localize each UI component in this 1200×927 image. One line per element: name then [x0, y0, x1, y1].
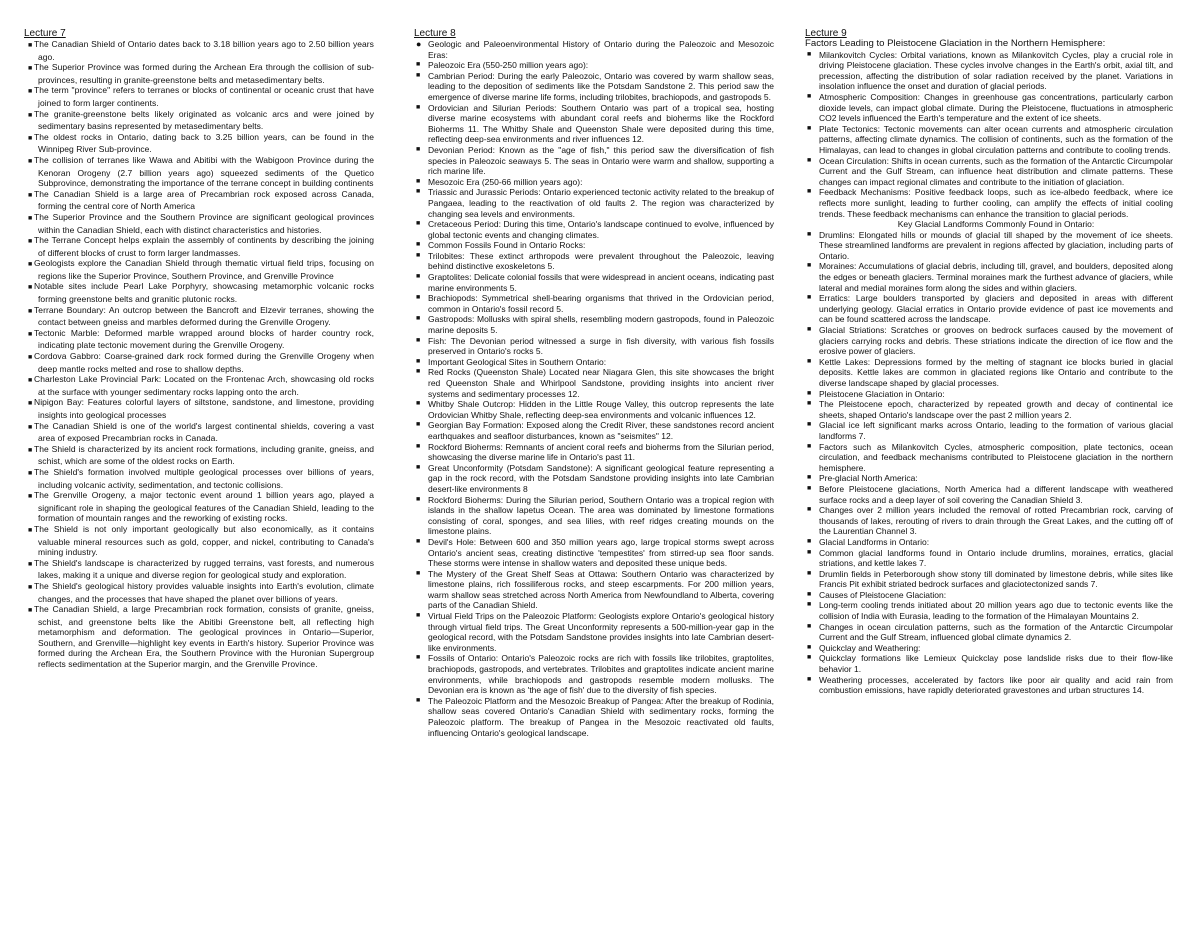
bullet-square-icon: ■	[416, 177, 421, 185]
list-item	[24, 85, 374, 108]
bullet-square-icon: ■	[28, 134, 33, 142]
list-item	[805, 442, 1173, 474]
bullet-square-icon: ■	[28, 214, 33, 222]
list-item	[414, 336, 774, 357]
list-item-text: Pleistocene Glaciation in Ontario:	[819, 388, 945, 399]
list-item	[414, 537, 774, 569]
list-item-text: Tectonic Marble: Deformed marble wrapped around blocks of harder country rock, indicating plate tectonic movement during the Grenville Orogeny.	[34, 327, 374, 351]
list-item	[414, 463, 774, 495]
lecture-8-list	[414, 39, 774, 738]
list-item	[414, 71, 774, 103]
bullet-square-icon: ■	[416, 315, 421, 323]
bullet-square-icon: ■	[807, 506, 812, 514]
list-item	[24, 39, 374, 62]
list-item-text: Fish: The Devonian period witnessed a surge in fish diversity, with various fish fossils preserved in Ontario's rocks 5.	[428, 335, 774, 357]
list-item-text: Before Pleistocene glaciations, North America had a different landscape with weathered surface rocks and a deep layer of soil covering the Canadian Shield 3.	[819, 483, 1173, 505]
bullet-square-icon: ■	[807, 262, 812, 270]
list-item-text: The collision of terranes like Wawa and Abitibi with the Wabigoon Province during the Kenoran Orogeny (2.7 billion years ago) squeezed sediments of the Quetico Subprovince, demonstrating the importance of the terrane concept in building continents	[34, 154, 374, 189]
list-item	[805, 420, 1173, 441]
list-item	[24, 604, 374, 670]
bullet-square-icon: ■	[28, 42, 33, 49]
bullet-square-icon: ■	[416, 103, 421, 111]
bullet-square-icon: ■	[416, 495, 421, 503]
list-item-text: Pre-glacial North America:	[819, 473, 918, 484]
list-item-text: The Shield is characterized by its ancient rock formations, including granite, gneiss, and schist, which are some of the oldest rocks on Earth.	[34, 443, 374, 467]
list-item	[24, 558, 374, 581]
list-item	[414, 696, 774, 738]
bullet-square-icon: ■	[807, 622, 812, 630]
bullet-square-icon: ■	[416, 537, 421, 545]
list-item	[805, 50, 1173, 92]
list-item	[414, 251, 774, 272]
list-item-text: The Mystery of the Great Shelf Seas at Ottawa: Southern Ontario was characterized by limestone plains, rich fossiliferous rocks, and steep escarpments. For 200 million years, warm shallow seas stretched across North America from Newfoundland to Alberta, covering parts of the Canadian Shield.	[428, 568, 774, 611]
list-item-text: Terrane Boundary: An outcrop between the Bancroft and Elzevir terranes, showing the contact between gneiss and marbles deformed during the Grenville Orogeny.	[34, 304, 374, 328]
bullet-square-icon: ■	[28, 493, 33, 501]
bullet-square-icon: ■	[416, 654, 421, 662]
list-item-text: Plate Tectonics: Tectonic movements can alter ocean currents and atmospheric circulation patterns, affecting climate dynamics. The collision of continents, such as the formation of the Himalayas, can lead to changes in global circulation patterns and contribute to cooling trends.	[819, 123, 1173, 155]
bullet-square-icon: ■	[28, 583, 33, 591]
list-item-text: Common Fossils Found in Ontario Rocks:	[428, 240, 586, 251]
bullet-square-icon: ■	[807, 124, 812, 132]
list-item-text: The Superior Province and the Southern Province are significant geological provinces within the Canadian Shield, each with distinct characteristics and histories.	[34, 211, 374, 235]
bullet-square-icon: ■	[28, 526, 33, 534]
bullet-square-icon: ■	[416, 612, 421, 620]
bullet-square-icon: ■	[807, 294, 812, 302]
list-item-text: Notable sites include Pearl Lake Porphyry, showcasing metamorphic volcanic rocks forming greenstone belts and granitic plutonic rocks.	[34, 281, 374, 305]
list-item-text: The oldest rocks in Ontario, dating back to 3.25 billion years, can be found in the Winnipeg River Sub-province.	[34, 131, 374, 155]
list-item-text: Causes of Pleistocene Glaciation:	[819, 589, 947, 600]
list-item-text: Moraines: Accumulations of glacial debris, including till, gravel, and boulders, deposited along the edges or beneath glaciers. Terminal moraines mark the furthest advance of glaciers, while lateral and medial moraines form along the sides and within glaciers.	[819, 261, 1173, 293]
list-item-text: Geologists explore the Canadian Shield through thematic virtual field trips, focusing on regions like the Superior Province, Southern Province, and Grenville Province	[34, 258, 374, 281]
list-item	[414, 219, 774, 240]
list-item-text: The Canadian Shield of Ontario dates back to 3.18 billion years ago to 2.50 billion years ago.	[34, 39, 374, 62]
list-item	[24, 281, 374, 304]
list-item-text: Quickclay formations like Lemieux Quickclay pose landslide risks due to their flow-like behavior 1.	[819, 653, 1173, 675]
bullet-square-icon: ■	[28, 446, 33, 454]
list-item	[805, 537, 1173, 548]
list-item	[414, 420, 774, 441]
bullet-square-icon: ■	[416, 569, 421, 577]
list-item-text: Cretaceous Period: During this time, Ontario's landscape continued to evolve, influenced by global tectonic events and changing climates.	[428, 219, 774, 240]
list-item	[24, 351, 374, 374]
bullet-square-icon: ■	[28, 307, 33, 315]
list-item	[414, 272, 774, 293]
lecture-7-list	[24, 39, 374, 670]
list-item-text: The Shield's landscape is characterized by rugged terrains, vast forests, and numerous lakes, making it a unique and diverse region for geological study and exploration.	[34, 557, 374, 581]
list-item-text: Important Geological Sites in Southern Ontario:	[428, 356, 607, 367]
list-item-text: The term "province" refers to terranes or blocks of continental or oceanic crust that have joined to form larger continents.	[34, 85, 374, 108]
list-item-text: Quickclay and Weathering:	[819, 642, 921, 653]
list-item	[805, 124, 1173, 156]
bullet-square-icon: ■	[28, 377, 33, 385]
list-item-text: The Paleozoic Platform and the Mesozoic Breakup of Pangea: After the breakup of Rodinia, shallow seas covered Ontario's Canadian Shield with sedimentary rocks, forming the Paleozoic platform. The breakup of Pangea in the Mesozoic reactivated old faults, influencing Ontario's geological landscape.	[428, 695, 774, 738]
list-item	[414, 187, 774, 219]
bullet-square-icon: ■	[807, 590, 812, 598]
list-item	[24, 235, 374, 258]
list-item-text: Drumlin fields in Peterborough show stony till dominated by limestone debris, while sites like Francis Pit exhibit striated bedrock surfaces and glaciotectonized sands 7.	[819, 568, 1173, 590]
list-item	[24, 62, 374, 85]
bullet-square-icon: ■	[28, 157, 33, 165]
list-item	[805, 261, 1173, 293]
bullet-square-icon: ■	[416, 251, 421, 259]
bullet-square-icon: ■	[416, 294, 421, 302]
bullet-square-icon: ■	[28, 607, 33, 615]
bullet-square-icon: ■	[807, 188, 812, 196]
list-item	[414, 495, 774, 537]
list-item-text: The Canadian Shield, a large Precambrian rock formation, consists of granite, gneiss, schist, and greenstone belts like the Abitibi Greenstone belt, all reflecting high metamorphism and deformation. The geological provinces in Ontario—Superior, Southern, and Grenville—highlight key events in Earth's history. Superior Province was formed during the Archean Era, the Southern Province with the Huronian Supergroup reflects sedimentation at the Superior margin, and the Grenville Province.	[34, 604, 374, 670]
list-item	[414, 39, 774, 60]
list-item	[24, 212, 374, 235]
list-item	[805, 643, 1173, 654]
bullet-square-icon: ■	[416, 273, 421, 281]
list-item	[414, 177, 774, 188]
bullet-square-icon: ■	[28, 65, 33, 73]
list-item	[805, 590, 1173, 601]
list-item-text: Nipigon Bay: Features colorful layers of siltstone, sandstone, and limestone, providing insights into geological processes	[34, 397, 374, 420]
list-item-text: Ordovician and Silurian Periods: Southern Ontario was part of a tropical sea, hosting diverse marine ecosystems with abundant coral reefs and bioherms like the Rockford Bioherms 11. The Whitby Shale and Queenston Shale were deposited during this time, reflecting deep-sea environments and river influences 12.	[428, 102, 774, 145]
list-item	[805, 92, 1173, 124]
bullet-square-icon: ■	[807, 442, 812, 450]
list-item-text: Rockford Bioherms: During the Silurian period, Southern Ontario was a tropical region with islands in the shallow Iapetus Ocean. The area was dominated by limestone formations consisting of coral, sponges, and sea lilies, with reef ridges creating mounds on the limestone plains.	[428, 494, 774, 537]
bullet-square-icon: ■	[807, 357, 812, 365]
list-item	[414, 442, 774, 463]
list-item	[805, 156, 1173, 188]
list-item	[414, 357, 774, 368]
bullet-square-icon: ■	[807, 675, 812, 683]
list-item	[24, 490, 374, 524]
bullet-circle-icon: ●	[416, 39, 422, 49]
list-item-text: The Shield's geological history provides valuable insights into Earth's evolution, climate changes, and the processes that have shaped the planet over billions of years.	[34, 580, 374, 604]
list-item	[805, 325, 1173, 357]
list-item-text: Long-term cooling trends initiated about 20 million years ago due to tectonic events like the collision of India with Eurasia, leading to the formation of the Himalayan Mountains 2.	[819, 600, 1173, 622]
list-item	[414, 367, 774, 399]
list-item-text: Charleston Lake Provincial Park: Located on the Frontenac Arch, showcasing old rocks at the surface with younger sedimentary rocks lapping onto the arch.	[34, 374, 374, 397]
list-item	[805, 675, 1173, 696]
bullet-square-icon: ■	[28, 400, 33, 408]
bullet-square-icon: ■	[807, 537, 812, 545]
bullet-square-icon: ■	[28, 354, 33, 362]
bullet-square-icon: ■	[416, 71, 421, 79]
list-item-text: The Pleistocene epoch, characterized by repeated growth and decay of continental ice sheets, shaped Ontario's landscape over the past 2 million years 2.	[819, 399, 1173, 420]
list-item-text: Milankovitch Cycles: Orbital variations, known as Milankovitch Cycles, play a crucial role in driving Pleistocene glaciation. These cycles involve changes in the Earth's orbit, axial tilt, and precession, affecting the distribution of solar radiation received by the planet. Variations in insolation influence the onset and duration of glacial periods.	[819, 49, 1173, 92]
list-item-text: Fossils of Ontario: Ontario's Paleozoic rocks are rich with fossils like trilobites, graptolites, brachiopods, gastropods, and vertebrates. Trilobites and graptolites indicate ancient marine environments, while brachiopods and gastropods resemble modern mollusks. The Devonian era is known as 'the age of fish' due to the diversity of fish species.	[428, 653, 774, 696]
list-item-text: Ocean Circulation: Shifts in ocean currents, such as the formation of the Antarctic Circumpolar Current and the Gulf Stream, can influence heat distribution and climate patterns. These changes can impact regional climates and contribute to the initiation of glaciation.	[819, 155, 1173, 187]
bullet-square-icon: ■	[28, 191, 33, 199]
list-item	[805, 230, 1173, 262]
list-item-text: Devonian Period: Known as the "age of fish," this period saw the diversification of fish species in Paleozoic seaways 5. The seas in Ontario were warm and shallow, supporting a rich marine life.	[428, 144, 774, 177]
bullet-square-icon: ■	[807, 484, 812, 492]
list-item	[24, 305, 374, 328]
list-item-text: Factors such as Milankovitch Cycles, atmospheric composition, plate tectonics, ocean circulation, and feedback mechanisms contributed to Pleistocene glaciation in the northern hemisphere.	[819, 441, 1173, 473]
list-item-text: The Canadian Shield is one of the world's largest continental shields, covering a vast area of exposed Precambrian rocks in Canada.	[34, 420, 374, 444]
bullet-square-icon: ■	[28, 330, 33, 338]
list-item	[805, 293, 1173, 325]
list-item	[24, 397, 374, 420]
bullet-square-icon: ■	[807, 326, 812, 334]
bullet-square-icon: ■	[28, 261, 33, 269]
bullet-square-icon: ■	[416, 188, 421, 196]
bullet-square-icon: ■	[416, 336, 421, 344]
bullet-square-icon: ■	[807, 654, 812, 662]
bullet-square-icon: ■	[807, 50, 812, 58]
list-item	[805, 622, 1173, 643]
list-item-text: The Superior Province was formed during the Archean Era through the collision of sub-provinces, resulting in granite-greenstone belts and metasedimentary belts.	[34, 62, 374, 85]
list-item	[414, 569, 774, 611]
list-item-text: Gastropods: Mollusks with spiral shells, resembling modern gastropods, found in Paleozoic marine deposits 5.	[428, 314, 774, 336]
list-item-text: Feedback Mechanisms: Positive feedback loops, such as ice-albedo feedback, where ice reflects more sunlight, leading to further cooling, can amplify the effects of initial cooling trends. These feedback mechanisms can enhance the transition to glacial periods.	[819, 187, 1173, 219]
list-item-text: Brachiopods: Symmetrical shell-bearing organisms that thrived in the Ordovician period, common in Ontario's fossil record 5.	[428, 293, 774, 314]
list-item-text: Geologic and Paleoenvironmental History of Ontario during the Paleozoic and Mesozoic Eras:	[428, 39, 774, 60]
list-item	[24, 374, 374, 397]
bullet-square-icon: ■	[416, 696, 421, 704]
list-item	[24, 467, 374, 490]
list-item	[414, 60, 774, 71]
list-item	[805, 219, 1173, 230]
bullet-square-icon: ■	[807, 389, 812, 397]
list-item-text: Weathering processes, accelerated by factors like poor air quality and acid rain from combustion emissions, have rapidly deteriorated gravestones and urban structures 14.	[819, 674, 1173, 696]
bullet-square-icon: ■	[807, 643, 812, 651]
list-item	[414, 611, 774, 653]
bullet-square-icon: ■	[28, 560, 33, 568]
bullet-square-icon: ■	[807, 421, 812, 429]
list-item-text: Glacial Landforms in Ontario:	[819, 536, 930, 547]
bullet-square-icon: ■	[807, 92, 812, 100]
bullet-square-icon: ■	[28, 423, 33, 431]
lecture-8-column	[414, 28, 774, 738]
lecture-7-title: Lecture 7	[24, 28, 66, 39]
list-item	[414, 653, 774, 695]
list-item	[805, 569, 1173, 590]
list-item	[24, 524, 374, 558]
list-item	[414, 103, 774, 145]
bullet-square-icon: ■	[807, 548, 812, 556]
list-item-text: Graptolites: Delicate colonial fossils that were widespread in ancient oceans, indicating past marine environments 5.	[428, 272, 774, 293]
list-item-text: Common glacial landforms found in Ontario include drumlins, moraines, erratics, glacial striations, and kettle lakes 7.	[819, 547, 1173, 569]
lecture-7-column	[24, 28, 374, 670]
list-item-text: Cambrian Period: During the early Paleozoic, Ontario was covered by warm shallow seas, leading to the deposition of sediments like the Potsdam Sandstone 2. This period saw the emergence of diverse marine life forms, including trilobites, brachiopods, and gastropods 5.	[428, 70, 774, 102]
list-item-text: Cordova Gabbro: Coarse-grained dark rock formed during the Grenville Orogeny when deep mantle rocks melted and rose to shallow depths.	[34, 351, 374, 374]
list-item-text: Red Rocks (Queenston Shale) Located near Niagara Glen, this site showcases the bright red Queenston Shale and Whirlpool Sandstone, providing insights into ancient river systems and sedimentary processes 12.	[428, 367, 774, 399]
bullet-square-icon: ■	[416, 421, 421, 429]
bullet-square-icon: ■	[28, 111, 33, 119]
lecture-8-title: Lecture 8	[414, 28, 456, 39]
bullet-square-icon: ■	[28, 88, 33, 96]
list-item-text: Glacial Striations: Scratches or grooves on bedrock surfaces caused by the movement of glaciers carrying rocks and debris. These striations indicate the direction of ice flow and the erosive power of glaciers.	[819, 325, 1173, 357]
list-item-text: The Shield is not only important geologically but also economically, as it contains valuable mineral resources such as gold, copper, and nickel, contributing to Canada's mining industry.	[34, 523, 374, 558]
lecture-9-subtitle: Factors Leading to Pleistocene Glaciation in the Northern Hemisphere:	[805, 38, 1106, 49]
list-item-text: The Grenville Orogeny, a major tectonic event around 1 billion years ago, played a significant role in shaping the geological features of the Canadian Shield, leading to the formation of mountain ranges and the reworking of existing rocks.	[34, 490, 374, 524]
list-item	[805, 187, 1173, 219]
list-item	[805, 653, 1173, 674]
lecture-9-list	[805, 50, 1173, 696]
list-item-text: Erratics: Large boulders transported by glaciers and deposited in areas with different underlying geology. Glacial erratics in Ontario provide evidence of past ice movements and can be found scattered across the landscape.	[819, 293, 1173, 325]
list-item-text: Changes in ocean circulation patterns, such as the formation of the Antarctic Circumpolar Current and the Gulf Stream, influenced global climate dynamics 2.	[819, 621, 1173, 643]
list-item	[805, 484, 1173, 505]
bullet-square-icon: ■	[416, 145, 421, 153]
bullet-square-icon: ■	[416, 400, 421, 408]
list-item	[805, 357, 1173, 389]
bullet-square-icon: ■	[807, 156, 812, 164]
list-item-text: Triassic and Jurassic Periods: Ontario experienced tectonic activity related to the breakup of Pangaea, leading to the reactivation of old faults 2. The region was characterized by changing sea levels and environments.	[428, 187, 774, 219]
list-item	[414, 240, 774, 251]
list-item-text: The Shield's formation involved multiple geological processes over billions of years, including volcanic activity, sedimentation, and tectonic collisions.	[34, 466, 374, 490]
list-item	[24, 258, 374, 281]
bullet-square-icon: ■	[416, 463, 421, 471]
list-item-text: Rockford Bioherms: Remnants of ancient coral reefs and bioherms from the Silurian period, showcasing the diverse marine life in Ontario's past 11.	[428, 441, 774, 463]
list-item	[24, 189, 374, 212]
list-item-text: Kettle Lakes: Depressions formed by the melting of stagnant ice blocks buried in glacial deposits. Kettle lakes are common in glaciated regions like Ontario and contribute to the diverse landscape shaped by glacial processes.	[819, 356, 1173, 388]
list-item	[24, 421, 374, 444]
list-item-text: Mesozoic Era (250-66 million years ago):	[428, 176, 583, 187]
list-item	[24, 581, 374, 604]
list-item-text: Changes over 2 million years included the removal of rotted Precambrian rock, carving of thousands of lakes, rerouting of rivers to drain through the Great Lakes, and the cutting off of the Laurentian Channel 3.	[819, 505, 1173, 537]
list-item-text: The granite-greenstone belts likely originated as volcanic arcs and were joined by sedimentary basins represented by metasedimentary belts.	[34, 108, 374, 132]
bullet-square-icon: ■	[28, 469, 33, 477]
bullet-square-icon: ■	[416, 357, 421, 365]
list-item	[805, 389, 1173, 400]
list-item-text: Great Unconformity (Potsdam Sandstone): A significant geological feature representing a gap in the rock record, with the Potsdam Sandstone providing insights into late Cambrian desert-like environments 8	[428, 462, 774, 494]
bullet-square-icon: ■	[416, 241, 421, 249]
list-item	[805, 548, 1173, 569]
bullet-square-icon: ■	[416, 368, 421, 376]
list-item-text: Atmospheric Composition: Changes in greenhouse gas concentrations, particularly carbon dioxide levels, can impact global climate. During the Pleistocene, fluctuations in atmospheric CO2 levels influenced the Earth's temperature and the extent of ice sheets.	[819, 91, 1173, 124]
bullet-square-icon: ■	[807, 569, 812, 577]
list-item	[414, 314, 774, 335]
bullet-square-icon: ■	[807, 400, 812, 408]
list-item	[414, 293, 774, 314]
list-item-text: The Canadian Shield is a large area of Precambrian rock exposed across Canada, forming the central core of North America	[34, 188, 374, 212]
list-item	[24, 444, 374, 467]
bullet-square-icon: ■	[416, 61, 421, 69]
list-item-text: Georgian Bay Formation: Exposed along the Credit River, these sandstones record ancient earthquakes and seafloor disturbances, known as "seismites" 12.	[428, 420, 774, 441]
bullet-square-icon: ■	[416, 220, 421, 228]
bullet-square-icon: ■	[416, 442, 421, 450]
lecture-9-column	[805, 28, 1173, 696]
list-item	[805, 505, 1173, 537]
list-item-text: Devil's Hole: Between 600 and 350 million years ago, large tropical storms swept across Ontario's ancient seas, creating distinctive 'tempestites' from stirred-up sea floor sands. These storms were intense in shallow waters and deposited these unique beds.	[428, 536, 774, 569]
list-item-text: Virtual Field Trips on the Paleozoic Platform: Geologists explore Ontario's geological history through virtual field trips. The Great Unconformity represents a 500-million-year gap in the geological record, with the Potsdam Sandstone provides insights into late Cambrian desert-like environments.	[428, 611, 774, 653]
list-item	[414, 399, 774, 420]
list-item-text: Whitby Shale Outcrop: Hidden in the Little Rouge Valley, this outcrop represents the late Ordovician Whitby Shale, reflecting deep-sea environments and volcanic influences 12.	[428, 399, 774, 420]
list-item-text: Drumlins: Elongated hills or mounds of glacial till shaped by the movement of ice sheets. These streamlined landforms are prevalent in regions affected by glaciation, including parts of Ontario.	[819, 229, 1173, 261]
list-item	[24, 109, 374, 132]
list-item-text: Paleozoic Era (550-250 million years ago):	[428, 60, 589, 71]
list-item	[414, 145, 774, 177]
list-item	[24, 155, 374, 189]
list-item	[805, 600, 1173, 621]
list-item	[805, 473, 1173, 484]
list-item	[24, 328, 374, 351]
list-item-text: The Terrane Concept helps explain the assembly of continents by describing the joining of different blocks of crust to form larger landmasses.	[34, 235, 374, 258]
list-item-text: Trilobites: These extinct arthropods were prevalent throughout the Paleozoic, leaving behind distinctive exoskeletons 5.	[428, 250, 774, 272]
bullet-square-icon: ■	[28, 238, 33, 246]
list-item	[805, 399, 1173, 420]
list-item-text: Key Glacial Landforms Commonly Found in Ontario:	[897, 219, 1095, 230]
lecture-9-title: Lecture 9	[805, 28, 847, 39]
list-item-text: Glacial ice left significant marks across Ontario, leading to the formation of various glacial landforms 7.	[819, 420, 1173, 441]
list-item	[24, 132, 374, 155]
bullet-square-icon: ■	[807, 230, 812, 238]
bullet-square-icon: ■	[28, 284, 33, 292]
bullet-square-icon: ■	[807, 474, 812, 482]
bullet-square-icon: ■	[807, 601, 812, 609]
